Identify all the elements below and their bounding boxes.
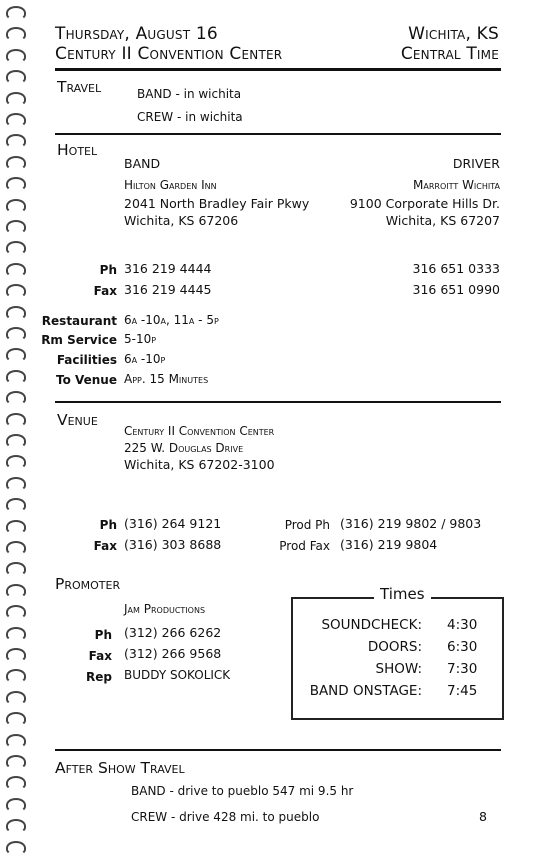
- promoter-divider: [55, 749, 501, 751]
- promoter-name: Jam Productions: [124, 602, 206, 616]
- spiral-ring: [6, 776, 26, 790]
- times-row-label: DOORS:: [367, 639, 422, 655]
- times-box: [291, 597, 504, 720]
- spiral-ring: [6, 605, 26, 619]
- spiral-ring: [6, 199, 26, 213]
- spiral-ring: [6, 477, 26, 491]
- spiral-ring: [6, 434, 26, 448]
- spiral-ring: [6, 798, 26, 812]
- times-row-value: 7:45: [447, 683, 478, 699]
- spiral-ring: [6, 241, 26, 255]
- spiral-ring: [6, 627, 26, 641]
- spiral-ring: [6, 712, 26, 726]
- hotel-driver-fax: 316 651 0990: [412, 282, 500, 297]
- spiral-ring: [6, 27, 26, 41]
- hotel-band-fax: 316 219 4445: [124, 282, 212, 297]
- spiral-ring: [6, 263, 26, 277]
- spiral-ring: [6, 669, 26, 683]
- venue-address: 225 W. Douglas Drive: [124, 441, 244, 455]
- times-row-label: BAND ONSTAGE:: [309, 683, 422, 699]
- spiral-ring: [6, 562, 26, 576]
- hotel-ph-label: Ph: [99, 263, 117, 277]
- travel-title: Travel: [57, 78, 102, 96]
- hotel-band-heading: BAND: [124, 156, 161, 171]
- to-venue-label: To Venue: [55, 373, 117, 387]
- spiral-ring: [6, 284, 26, 298]
- after-show-title: After Show Travel: [55, 759, 185, 777]
- hotel-title: Hotel: [57, 141, 98, 159]
- hotel-driver-ph: 316 651 0333: [412, 261, 500, 276]
- venue-heading: Century II Convention Center: [55, 44, 283, 64]
- venue-prod-fax-label: Prod Fax: [279, 539, 330, 553]
- city-heading: Wichita, KS: [408, 24, 499, 44]
- spiral-ring: [6, 734, 26, 748]
- spiral-ring: [6, 691, 26, 705]
- times-row-value: 7:30: [447, 661, 478, 677]
- spiral-ring: [6, 49, 26, 63]
- promoter-rep-label: Rep: [86, 670, 112, 684]
- spiral-ring: [6, 220, 26, 234]
- hotel-driver-address: 9100 Corporate Hills Dr.: [349, 196, 500, 211]
- travel-band: BAND - in wichita: [137, 87, 242, 101]
- promoter-ph-label: Ph: [94, 628, 112, 642]
- venue-ph: (316) 264 9121: [124, 516, 222, 531]
- spiral-ring: [6, 455, 26, 469]
- hotel-band-address: 2041 North Bradley Fair Pkwy: [124, 196, 310, 211]
- spiral-ring: [6, 841, 26, 855]
- venue-prod-ph-label: Prod Ph: [284, 518, 330, 532]
- hotel-driver-name: Marroitt Wichita: [413, 178, 500, 192]
- times-row-value: 6:30: [447, 639, 478, 655]
- header-divider: [55, 68, 501, 71]
- timezone-heading: Central Time: [400, 44, 499, 64]
- spiral-ring: [6, 134, 26, 148]
- venue-name: Century II Convention Center: [124, 424, 275, 438]
- spiral-ring: [6, 648, 26, 662]
- rm-service-label: Rm Service: [41, 333, 117, 347]
- spiral-ring: [6, 177, 26, 191]
- spiral-ring: [6, 156, 26, 170]
- spiral-ring: [6, 6, 26, 20]
- promoter-rep: BUDDY SOKOLICK: [124, 668, 231, 682]
- hotel-band-name: Hilton Garden Inn: [124, 178, 217, 192]
- facilities-label: Facilities: [56, 353, 117, 367]
- after-show-band: BAND - drive to pueblo 547 mi 9.5 hr: [131, 784, 354, 798]
- spiral-ring: [6, 348, 26, 362]
- hotel-band-ph: 316 219 4444: [124, 261, 212, 276]
- travel-divider: [55, 133, 501, 135]
- restaurant-label: Restaurant: [41, 314, 117, 328]
- venue-fax-label: Fax: [93, 539, 117, 553]
- spiral-ring: [6, 92, 26, 106]
- promoter-ph: (312) 266 6262: [124, 625, 222, 640]
- spiral-ring: [6, 755, 26, 769]
- promoter-fax: (312) 266 9568: [124, 646, 222, 661]
- spiral-ring: [6, 306, 26, 320]
- date-heading: Thursday, August 16: [55, 24, 218, 44]
- venue-prod-fax: (316) 219 9804: [340, 537, 438, 552]
- hotel-band-city: Wichita, KS 67206: [124, 213, 239, 228]
- times-title: Times: [374, 585, 431, 603]
- spiral-ring: [6, 584, 26, 598]
- facilities-hours: 6a -10p: [124, 352, 166, 366]
- spiral-ring: [6, 70, 26, 84]
- spiral-ring: [6, 498, 26, 512]
- promoter-fax-label: Fax: [88, 649, 112, 663]
- spiral-ring: [6, 541, 26, 555]
- hotel-driver-city: Wichita, KS 67207: [385, 213, 500, 228]
- hotel-divider: [55, 401, 501, 403]
- after-show-crew: CREW - drive 428 mi. to pueblo: [131, 810, 320, 824]
- promoter-title: Promoter: [55, 575, 121, 593]
- spiral-binding: [6, 0, 28, 853]
- restaurant-hours: 6a -10a, 11a - 5p: [124, 313, 219, 327]
- spiral-ring: [6, 520, 26, 534]
- hotel-fax-label: Fax: [93, 284, 117, 298]
- spiral-ring: [6, 327, 26, 341]
- rm-service-hours: 5-10p: [124, 332, 157, 346]
- times-row-label: SHOW:: [375, 661, 422, 677]
- venue-ph-label: Ph: [99, 518, 117, 532]
- venue-prod-ph: (316) 219 9802 / 9803: [340, 516, 482, 531]
- travel-crew: CREW - in wichita: [137, 110, 243, 124]
- venue-title: Venue: [57, 411, 98, 429]
- page-number: 8: [479, 809, 487, 824]
- venue-fax: (316) 303 8688: [124, 537, 222, 552]
- hotel-driver-heading: DRIVER: [452, 156, 500, 171]
- venue-city: Wichita, KS 67202-3100: [124, 457, 275, 472]
- spiral-ring: [6, 370, 26, 384]
- spiral-ring: [6, 113, 26, 127]
- times-row-label: SOUNDCHECK:: [321, 617, 422, 633]
- times-row-value: 4:30: [447, 617, 478, 633]
- spiral-ring: [6, 819, 26, 833]
- to-venue-time: App. 15 Minutes: [124, 372, 209, 386]
- spiral-ring: [6, 391, 26, 405]
- spiral-ring: [6, 413, 26, 427]
